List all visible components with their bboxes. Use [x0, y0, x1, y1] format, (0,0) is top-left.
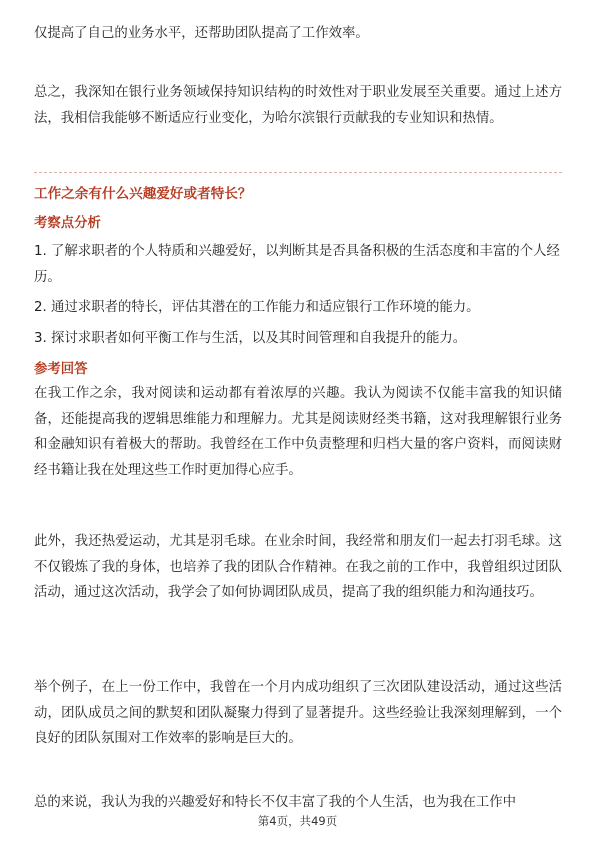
- question-title: 工作之余有什么兴趣爱好或者特长？: [34, 186, 252, 202]
- paragraph-conclusion: 总之，我深知在银行业务领域保持知识结构的时效性对于职业发展至关重要。通过上述方法，我相信我能够不断适应行业变化，为哈尔滨银行贡献我的专业知识和热情。: [34, 85, 562, 126]
- answer-paragraph-example: 举个例子，在上一份工作中，我曾在一个月内成功组织了三次团队建设活动，通过这些活动，团队成员之间的默契和团队凝聚力得到了显著提升。这些经验让我深刻理解到，一个良好的团队氛围对工作效率的影响是巨大的。: [34, 680, 562, 746]
- answer-heading: 参考回答: [34, 362, 88, 377]
- paragraph-continuation: 仅提高了自己的业务水平，还帮助团队提高了工作效率。: [34, 26, 369, 41]
- answer-paragraph-summary: 总的来说，我认为我的兴趣爱好和特长不仅丰富了我的个人生活，也为我在工作中: [34, 795, 517, 810]
- list-item: 1. 了解求职者的个人特质和兴趣爱好，以判断其是否具备积极的生活态度和丰富的个人经历。: [34, 244, 560, 285]
- answer-paragraph-reading: 在我工作之余，我对阅读和运动都有着浓厚的兴趣。我认为阅读不仅能丰富我的知识储备，还能提高我的逻辑思维能力和理解力。尤其是阅读财经类书籍，这对我理解银行业务和金融知识有着极大的帮助。我曾经在工作中负责整理和归档大量的客户资料，而阅读财经书籍让我在处理这些工作时更加得心应手。: [34, 386, 562, 478]
- section-divider: [34, 172, 562, 173]
- analysis-list: [34, 239, 562, 357]
- list-item: 2. 通过求职者的特长，评估其潜在的工作能力和适应银行工作环境的能力。: [34, 300, 480, 316]
- page-number: 第4页，共49页: [257, 814, 338, 828]
- list-item: 3. 探讨求职者如何平衡工作与生活，以及其时间管理和自我提升的能力。: [34, 331, 467, 347]
- answer-paragraph-sports: 此外，我还热爱运动，尤其是羽毛球。在业余时间，我经常和朋友们一起去打羽毛球。这不仅锻炼了我的身体，也培养了我的团队合作精神。在我之前的工作中，我曾组织过团队活动，通过这次活动，我学会了如何协调团队成员，提高了我的组织能力和沟通技巧。: [34, 534, 562, 600]
- analysis-heading: 考察点分析: [34, 216, 101, 231]
